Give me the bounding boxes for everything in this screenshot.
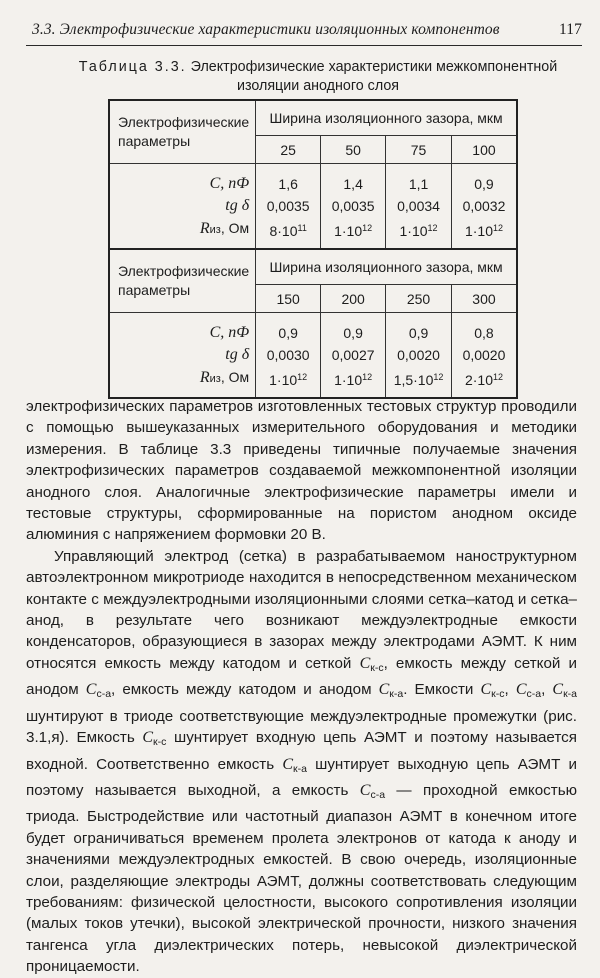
capacitance-value: 0,8 [474,325,494,341]
gap-width-header: Ширина изоляционного зазора, мкм [256,249,517,285]
gap-width-value: 250 [386,285,452,313]
page-number: 117 [559,21,582,38]
values-column [321,313,386,399]
capacitance-value: 0,9 [474,176,494,192]
values-column [451,313,517,399]
capacitance-symbol: C [378,681,390,699]
gap-width-value: 75 [386,136,452,164]
tangent-value: 0,0020 [397,347,440,363]
capacitance-symbol: C [142,729,154,747]
tangent-label: tg δ [225,346,250,363]
tangent-value: 0,0035 [331,198,375,214]
capacitance-symbol: C [552,681,564,699]
tangent-value: 0,0035 [266,198,310,214]
tangent-label: tg δ [225,197,250,214]
values-column [256,313,321,399]
tangent-value: 0,0020 [462,347,506,363]
row-header-cell: Электрофизические параметры [109,100,256,164]
capacitance-symbol: C [359,654,371,672]
section-title: 3.3. Электрофизические характеристики изоляционных компонентов [32,21,500,38]
resistance-value: $1,5\cdot 10^{12}$ [393,372,444,388]
resistance-value: $1\cdot 10^{12}$ [334,372,373,388]
table-caption-label: Таблица 3.3. [78,59,187,75]
resistance-label: Rиз, Ом [199,369,250,386]
values-column [386,313,452,399]
row-header-cell: Электрофизические параметры [109,249,256,313]
capacitance-value: 0,9 [343,325,363,341]
body-text [26,396,577,978]
values-column [386,164,452,250]
capacitance-value: 1,4 [343,176,363,192]
paragraph-1: электрофизических параметров изготовленных тестовых структур проводили с помощью вышеуказанных измерительного оборудования и методики измерения. В таблице 3.3 приведены типичные получаемые значения электрофизических параметров создаваемой межкомпонентной изоляции анодного слоя. Аналогичные электрофизические параметры имели и тестовые структуры, сформированные на пористом анодном оксиде алюминия с напряжением формовки 20 В. [26,398,577,544]
resistance-value: $1\cdot 10^{12}$ [399,223,438,239]
paragraph-2: Управляющий электрод (сетка) в разрабатываемом наноструктурном автоэлектронном микротриоде находится в непосредственном механическом контакте с междуэлектродными изоляционными слоями сетка–катод и сетка–анод, в результате чего возникают междуэлектродные емкости конденсаторов, образующиеся в зазорах между электродами АЭМТ. К ним относятся емкость между катодом и сеткой $C_{к-с}$, емкость между сеткой и анодом $C_{с-а}$, емкость между катодом и анодом $C_{к-а}$. Емкости $C_{к-с}$, $C_{с-а}$, $C_{к-а}$ шунтируют в триоде соответствующие междуэлектродные промежутки (рис. 3.1,я). Емкость $C_{к-с}$ шунтирует входную цепь АЭМТ и поэтому называется входной. Соответственно емкость $C_{к-а}$ шунтирует выходную цепь АЭМТ и поэтому называется выходной, а емкость $C_{с-а}$ — проходной емкостью триода. Быстродействие или частотный диапазон АЭМТ в конечном итоге будет ограничиваться временем пролета электронов от катода к аноду и значениями междуэлектродных емкостей. В свою очередь, изоляционные слои, разделяющие электроды АЭМТ, должны соответствовать следующим требованиям: физической целостности, высокого сопротивления изоляции (малых токов утечки), высокой электрической прочности, низкого значения тангенса угла диэлектрических потерь, невысокой диэлектрической проницаемости. [26,547,578,976]
table-caption [58,58,578,96]
values-column [256,164,321,250]
gap-width-value: 50 [321,136,386,164]
capacitance-symbol: C [359,781,371,799]
capacitance-symbol: C [480,681,492,699]
gap-width-header: Ширина изоляционного зазора, мкм [256,100,517,136]
capacitance-label: С, пФ [209,324,250,341]
capacitance-value: 1,1 [408,176,429,192]
tangent-value: 0,0034 [397,198,440,214]
resistance-value: $2\cdot 10^{12}$ [464,372,503,388]
capacitance-symbol: C [515,681,527,699]
gap-width-value: 200 [321,285,386,313]
capacitance-value: 0,9 [408,325,429,341]
gap-width-value: 300 [451,285,517,313]
resistance-value: $1\cdot 10^{12}$ [464,223,503,239]
values-column [451,164,517,250]
resistance-value: $1\cdot 10^{12}$ [269,372,308,388]
gap-width-value: 25 [256,136,321,164]
parameters-table [108,99,518,399]
running-header [26,21,582,46]
parameter-labels [109,164,256,250]
tangent-value: 0,0027 [331,347,375,363]
capacitance-label: С, пФ [209,175,250,192]
values-column [321,164,386,250]
capacitance-value: 1,6 [278,176,298,192]
table-caption-text: Электрофизические характеристики межкомпонентной изоляции анодного слоя [190,59,558,94]
capacitance-value: 0,9 [278,325,298,341]
tangent-value: 0,0032 [462,198,506,214]
parameter-labels [109,313,256,399]
capacitance-symbol: C [85,681,97,699]
gap-width-value: 100 [451,136,517,164]
resistance-label: Rиз, Ом [199,220,250,237]
resistance-value: $8\cdot 10^{11}$ [269,223,307,239]
resistance-value: $1\cdot 10^{12}$ [334,223,373,239]
capacitance-symbol: C [282,755,294,773]
gap-width-value: 150 [256,285,321,313]
tangent-value: 0,0030 [266,347,310,363]
